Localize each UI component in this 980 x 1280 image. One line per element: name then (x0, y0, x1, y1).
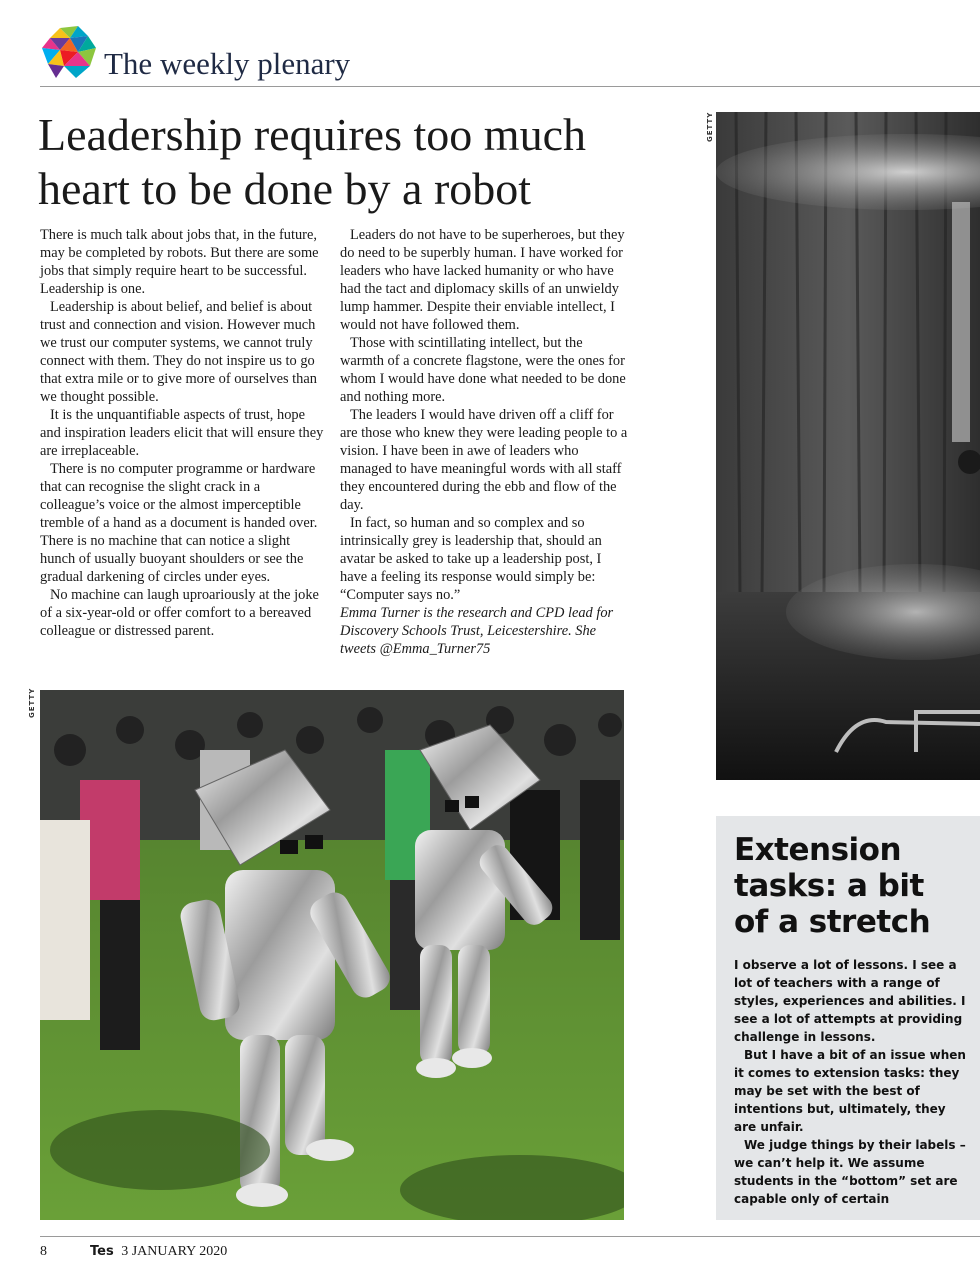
author-byline: Emma Turner is the research and CPD lead for Discovery Schools Trust, Leicestershire. She tweets @Emma_Turner75 (340, 605, 614, 657)
article-paragraph: In fact, so human and so complex and so intrinsically grey is leadership that, should an avatar be asked to take up a leadership post, I have a feeling its response would simply be: “Computer says no.” (340, 515, 602, 603)
tes-logo (40, 24, 96, 80)
article-paragraph: Leadership is about belief, and belief is about trust and connection and vision. However much we trust our computer systems, we cannot truly connect with them. They do not inspire us to go that extra mile or to give more of ourselves than we thought possible. (40, 299, 317, 405)
stage-robot-photo (716, 112, 980, 780)
foil-robots-photo (40, 690, 624, 1220)
sidebar-paragraph: We judge things by their labels – we can’t help it. We assume students in the “bottom” set are capable only of certain (734, 1138, 966, 1206)
publication-brand: Tes (90, 1244, 114, 1259)
article-paragraph: The leaders I would have driven off a cliff for are those who knew they were leading people to a vision. I have been in awe of leaders who managed to have meaningful words with all staff they encountered during the ebb and flow of the day. (340, 407, 628, 513)
article-paragraph: No machine can laugh uproariously at the joke of a six-year-old or offer comfort to a bereaved colleague or distressed parent. (40, 587, 319, 639)
article-paragraph: Those with scintillating intellect, but the warmth of a concrete flagstone, were the ones for whom I would have done what needed to be done and nothing more. (340, 335, 626, 405)
sidebar-body (734, 956, 970, 1208)
issue-date: 3 JANUARY 2020 (121, 1244, 228, 1259)
article-headline (38, 108, 678, 216)
photo-credit-bottom: GETTY (28, 687, 36, 718)
section-title: The weekly plenary (104, 46, 351, 81)
article-column-left (40, 226, 328, 640)
sidebar-box (716, 816, 980, 1220)
top-divider (40, 86, 980, 87)
page-footer (40, 1244, 227, 1260)
sidebar-paragraph: I observe a lot of lessons. I see a lot of teachers with a range of styles, experiences and abilities. I see a lot of attempts at providing challenge in lessons. (734, 958, 966, 1044)
sidebar-title-line-2: tasks: a bit (734, 868, 924, 904)
article-paragraph: Leaders do not have to be superheroes, but they do need to be superbly human. I have worked for leaders who have lacked humanity or who have had the tact and diplomacy skills of an unwieldy lump hammer. Despite their enviable intellect, I would not have followed them. (340, 227, 625, 333)
article-column-right (340, 226, 628, 658)
article-paragraph: There is no computer programme or hardware that can recognise the slight crack in a colleague’s voice or the almost imperceptible tremble of a hand as a document is handed over. There is no machine that can notice a slight hunch of usually buoyant shoulders or see the gradual darkening of circles under eyes. (40, 461, 318, 585)
article-paragraph: It is the unquantifiable aspects of trust, hope and inspiration leaders elicit that will ensure they are irreplaceable. (40, 407, 324, 459)
page-number: 8 (40, 1244, 47, 1259)
sidebar-title-line-3: of a stretch (734, 904, 931, 940)
headline-line-1: Leadership requires too much (38, 109, 586, 160)
article-paragraph: There is much talk about jobs that, in the future, may be completed by robots. But there are some jobs that simply require heart to be successful. Leadership is one. (40, 227, 319, 297)
photo-credit-top: GETTY (706, 111, 714, 142)
headline-line-2: heart to be done by a robot (38, 163, 532, 214)
sidebar-paragraph: But I have a bit of an issue when it comes to extension tasks: they may be set with the best of intentions but, ultimately, they are unfair. (734, 1048, 966, 1134)
bottom-divider (40, 1236, 980, 1237)
sidebar-title (734, 832, 964, 940)
sidebar-title-line-1: Extension (734, 832, 902, 868)
